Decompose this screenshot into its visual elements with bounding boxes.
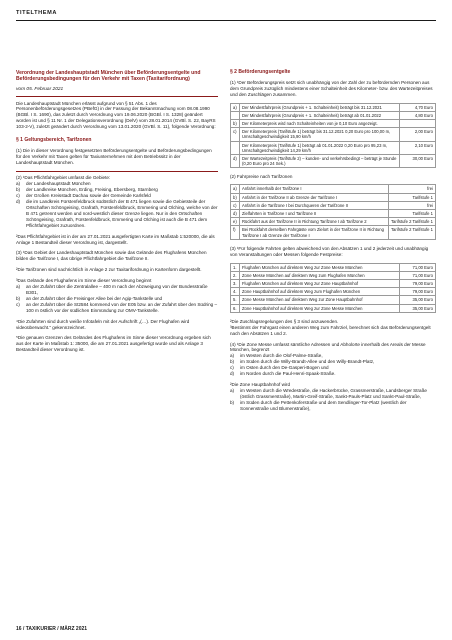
divider: [16, 171, 218, 172]
table-cell: [231, 111, 240, 119]
table-cell: b): [231, 120, 240, 128]
table-cell: Der Kilometerpreis (Tarifstufe 1) beträgt bis 31.12.2021 0,20 Euro pro 100,00 m, Umschaltgeschwindigkeit 15,90 km/h: [240, 128, 400, 141]
messe-zone-list: [230, 353, 436, 377]
section-2-heading: § 2 Beförderungsentgelte: [230, 69, 291, 75]
table-cell: Anfahrt innerhalb der Tarifzone I: [240, 185, 389, 193]
table-cell: [231, 141, 240, 154]
table-row: [231, 193, 436, 201]
table-row: [231, 185, 436, 193]
table-cell: 6.: [231, 304, 240, 312]
s2-paragraph-3b: ²Die Zuschlagsregelungen des § 3 sind anzuwenden.: [230, 318, 339, 324]
s1-paragraph-3c: ³Das Gelände des Flughafens im Sinne dieser Verordnung beginnt: [16, 278, 152, 284]
table-cell: 4,80 Euro: [400, 111, 436, 119]
table-cell: Zielfahrten in Tarifzone I und Tarifzone II: [240, 209, 389, 217]
list-item: [230, 388, 436, 400]
table-cell: 2.: [231, 271, 240, 279]
ordinance-date: vom 05. Februar 2021: [16, 86, 64, 92]
header-rule: [16, 20, 436, 21]
table-row: [231, 226, 436, 239]
table-row: [231, 120, 436, 128]
list-item-label: a): [16, 284, 21, 290]
hbf-zone-list: [230, 388, 436, 412]
table-row: [231, 111, 436, 119]
table-cell: Der Mindestfahrpreis (Grundpreis + 1. Schalteinheit) beträgt bis 31.12.2021: [240, 103, 400, 111]
list-item-text: die im Landkreis Fürstenfeldbruck südöstlich der B 471 liegen sowie die Gebietsteile der Ortschaften Schöngeising, Grafrath, Fürstenfeldbruck, Emmering und Olching, welche von der B 471 getrennt werden und nord-westlich dieser Grenze liegen. Nur in den Ortschaften Schöngeising, Grafrath, Fürstenfeldbruck, Emmering und Olching ist auch die B 471 dem Pflichtfahrgebiet zuzuordnen.: [26, 199, 218, 228]
table-cell: 1.: [231, 263, 240, 271]
list-item-label: d): [16, 199, 21, 205]
table-cell: Der Kilometerpreis (Tarifstufe 1) beträgt ab 01.01.2022 0,20 Euro pro 95,23 m, Umschaltgeschwindigkeit 14,29 km/h: [240, 141, 400, 154]
s1-paragraph-3: (3) ¹Das Gebiet der Landeshauptstadt München sowie das Gelände des Flughafens München bilden die Tarifzone I, das übrige Pflichtfahrgebiet die Tarifzone II.: [16, 250, 207, 262]
list-item-text: der Großen Kreisstadt Dachau sowie der Gemeinde Karlsfeld: [26, 193, 151, 199]
table-cell: 4.: [231, 288, 240, 296]
table-cell: Der Wartezeitpreis (Tarifstufe 2) – kunden- und verkehrsbedingt – beträgt je Stunde (0,20 Euro pro 24 Sek.): [240, 155, 400, 168]
list-item: [16, 302, 218, 314]
table-row: [231, 218, 436, 226]
table-cell: c): [231, 128, 240, 141]
table-row: [231, 128, 436, 141]
list-item-label: c): [16, 193, 20, 199]
table-cell: 79,00 Euro: [400, 280, 436, 288]
list-item-label: b): [230, 359, 235, 365]
list-item: [230, 371, 436, 377]
tariff-table-1: [230, 103, 436, 169]
section-1-heading: § 1 Geltungsbereich, Tarifzonen: [16, 137, 92, 144]
table-row: [231, 103, 436, 111]
list-item: [16, 199, 218, 229]
s1-area-list: [16, 181, 218, 228]
list-item-text: im Osten durch den De-Gasperi-Bogen und: [240, 365, 329, 371]
table-cell: Bei Rückfahrt derselben Fahrgäste vom Zielort in der Tarifzone II in Richtung Tarifzone I ab Grenze der Tarifzone I: [240, 226, 389, 239]
list-item-label: a): [230, 387, 235, 393]
list-item-label: c): [230, 365, 234, 371]
table-row: [231, 280, 436, 288]
s1-paragraph-1: (1) Die in dieser Verordnung festgesetzten Beförderungsentgelte und Beförderungsbedingungen für den Verkehr mit Taxen gelten für Taxiunternehmen mit dem Betriebssitz in der Landeshauptstadt München.: [16, 147, 212, 165]
table-cell: 4,70 Euro: [400, 103, 436, 111]
list-item-label: a): [230, 353, 235, 359]
list-item-text: im Norden durch die Paul-Henri-Spaak-Straße.: [240, 371, 336, 377]
table-cell: 71,00 Euro: [400, 271, 436, 279]
list-item-text: an der Zufahrt über die Freisinger Allee bei der Agip-Tankstelle und: [26, 295, 163, 301]
list-item-label: a): [16, 181, 21, 187]
table-cell: 2,00 Euro: [400, 128, 436, 141]
table-cell: c): [231, 201, 240, 209]
s2-paragraph-4b: ²Die Zone Hauptbahnhof wird: [230, 381, 291, 387]
page-header: [16, 10, 436, 22]
table-cell: frei: [388, 201, 435, 209]
table-cell: frei: [388, 185, 435, 193]
list-item-text: im Süden durch die Willy-Brandt-Allee und den Willy-Brandt-Platz,: [240, 359, 375, 365]
table-row: [231, 201, 436, 209]
table-cell: d): [231, 155, 240, 168]
table-cell: Zone Messe München auf direktem Weg zur Zone Hauptbahnhof: [240, 296, 400, 304]
table-cell: f): [231, 226, 240, 239]
table-cell: 5.: [231, 296, 240, 304]
table-cell: 71,00 Euro: [400, 263, 436, 271]
table-row: [231, 141, 436, 154]
table-cell: Tarifstufe 1: [388, 209, 435, 217]
page-footer: 16 / TAXIKURIER / MÄRZ 2021: [16, 626, 88, 632]
table-row: [231, 263, 436, 271]
table-row: [231, 304, 436, 312]
table-cell: Zone Messe München auf direktem Weg zum Flughafen München: [240, 271, 400, 279]
table-cell: 79,00 Euro: [400, 288, 436, 296]
list-item-label: c): [16, 301, 20, 307]
list-item-text: der Landeshauptstadt München: [26, 181, 91, 187]
intro-paragraph: Die Landeshauptstadt München erlässt aufgrund von § 51 Abs. 1 des Personenbeförderungsgesetzes (PBefG) in der Fassung der Bekanntmachung vom 08.08.1990 (BGBl. I S. 1690), das zuletzt durch Verordnung vom 19.06.2020 (BGBl. I S. 1328) geändert worden ist und § 11 Nr. 1 der Delegationsverordnung (DelV) vom 28.01.2014 (GVBl. S. 22, BayRS 103-2-V), zuletzt geändert durch Verordnung vom 13.01.2020 (GVBl. S. 11), folgende Verordnung:: [16, 100, 216, 130]
s1-paragraph-2b: ²Das Pflichtfahrgebiet ist in der am 27.01.2021 ausgefertigten Karte im Maßstab 1:520000, die als Anlage 1 Bestandteil dieser Verordnung ist, dargestellt.: [16, 233, 215, 245]
list-item-text: der Landkreise München, Erding, Freising, Ebersberg, Starnberg: [26, 187, 158, 193]
table-cell: 3.: [231, 280, 240, 288]
table-cell: Zone Hauptbahnhof auf direktem Weg zum Flughafen München: [240, 288, 400, 296]
table-cell: b): [231, 193, 240, 201]
table-cell: Flughafen München auf direktem Weg zur Zone Hauptbahnhof: [240, 280, 400, 288]
table-cell: Der Kilometerpreis wird nach Schalteinheiten von je 0,10 Euro angezeigt.: [240, 120, 400, 128]
s1-paragraph-3e: ⁵Die genauen Grenzen des Geländes des Flughafens im Sinne dieser Verordnung ergeben sich aus der Karte im Maßstab 1: 35000, die am 27.01.2021 ausgefertigt wurde und als Anlage 3 Bestandteil dieser Verordnung ist.: [16, 335, 211, 353]
fixed-price-table: [230, 263, 436, 313]
left-column: [16, 70, 218, 358]
list-item-label: b): [16, 295, 21, 301]
list-item-label: b): [230, 399, 235, 405]
list-item-text: im Süden durch die Pettenkoferstraße und dem Sendlinger-Tor-Platz (westlich der Sonnenstraße und Blumenstraße),: [240, 399, 407, 411]
s1-paragraph-3d: ⁴Die Zufahrten sind durch weiße Infotafeln mit der Aufschrift „(…). Der Flughafen wird videoüberwacht.“ gekennzeichnet.: [16, 318, 190, 330]
table-row: [231, 271, 436, 279]
table-cell: [400, 120, 436, 128]
table-cell: a): [231, 185, 240, 193]
s2-paragraph-3: (3) ¹Für folgende Fahrten gelten abweichend von den Absätzen 1 und 2 jederzeit und unabhängig von Veranstaltungen oder Messen folgende Festpreise:: [230, 245, 429, 257]
list-item-label: d): [230, 371, 235, 377]
table-cell: 30,00 Euro: [400, 155, 436, 168]
ordinance-title: Verordnung der Landeshauptstadt München über Beförderungsentgelte und Beförderungsbedingungen für den Verkehr mit Taxen (Taxitarifordnung): [16, 70, 201, 83]
table-cell: Rückfahrt aus der Tarifzone II in Richtung Tarifzone I ab Tarifzone 2: [240, 218, 389, 226]
s1-paragraph-2: (2) ¹Das Pflichtfahrgebiet umfasst die Gebiete:: [16, 175, 111, 181]
table-cell: Der Mindestfahrpreis (Grundpreis + 1. Schalteinheit) beträgt ab 01.01.2022: [240, 111, 400, 119]
table-cell: 35,00 Euro: [400, 304, 436, 312]
divider: [16, 96, 218, 97]
list-item: [16, 284, 218, 296]
list-item-text: im Westen durch die Olof-Palme-Straße,: [240, 353, 323, 359]
list-item-label: b): [16, 187, 21, 193]
table-cell: 2,10 Euro: [400, 141, 436, 154]
table-row: [231, 155, 436, 168]
table-cell: Anfahrt in der Tarifzone II ab Grenze der Tarifzone I: [240, 193, 389, 201]
table-cell: Anfahrt in die Tarifzone I bei Durchqueren der Tarifzone II: [240, 201, 389, 209]
table-cell: Tarifstufe 2 Tarifstufe 1: [388, 226, 435, 239]
table-row: [231, 288, 436, 296]
table-cell: d): [231, 209, 240, 217]
s2-paragraph-3c: ³Bestimmt der Fahrgast einen anderen Weg zum Fahrziel, berechnet sich das Beförderungsentgelt nach den Absätzen 1 und 2.: [230, 324, 431, 336]
list-item-text: an der Zufahrt über die Zentralallee – 400 m nach der Abzweigung von der Bundesstraße B301,: [26, 284, 208, 295]
s2-paragraph-4: (4) ¹Die Zone Messe umfasst sämtliche Adressen und Abholorte innerhalb des Areals der Messe München, begrenzt: [230, 341, 426, 353]
table-cell: Zone Hauptbahnhof auf direktem Weg zur Zone Messe München: [240, 304, 400, 312]
s1-paragraph-3b: ²Die Tarifzonen sind nachrichtlich in Anlage 2 zur Taxitarifordnung in Kartenform dargestellt.: [16, 267, 202, 273]
table-row: [231, 209, 436, 217]
table-row: [231, 296, 436, 304]
section-label: TITELTHEMA: [16, 10, 58, 16]
table-cell: a): [231, 103, 240, 111]
s2-paragraph-1: (1) ¹Der Beförderungspreis setzt sich unabhängig von der Zahl der zu befördernden Personen aus dem Grundpreis zuzüglich mindestens einer Schalteinheit des Kilometer- bzw. des Wartezeitpreises und den Zuschlägen zusammen.: [230, 79, 433, 97]
list-item-text: an der Zufahrt über die St2584 kommend von der E05 bzw. an der Zufahrt über den Südring – 100 m östlich vor der südlichen Einmündung zur OMV-Tankstelle.: [26, 301, 218, 313]
table-cell: Tarifstufe 1: [388, 193, 435, 201]
table-cell: e): [231, 218, 240, 226]
s1-airport-list: [16, 284, 218, 314]
table-cell: 35,00 Euro: [400, 296, 436, 304]
table-cell: Flughafen München auf direktem Weg zur Zone Messe München: [240, 263, 400, 271]
s2-paragraph-2-heading: (2) Fahrpreise nach Tarifzonen: [230, 174, 293, 180]
table-cell: Tarifstufe 2 Tarifstufe 1: [388, 218, 435, 226]
tariff-zone-table: [230, 184, 436, 239]
right-column: [230, 70, 436, 412]
list-item-text: im Westen durch die Wredestraße, die Hackerbrücke, Grassmerstraße, Landsberger Straße (östlich Grassmerstraße), Martin-Greif-Straße, Sankt-Pauls-Platz und Sankt-Paul-Straße,: [240, 387, 427, 399]
list-item: [230, 400, 436, 412]
